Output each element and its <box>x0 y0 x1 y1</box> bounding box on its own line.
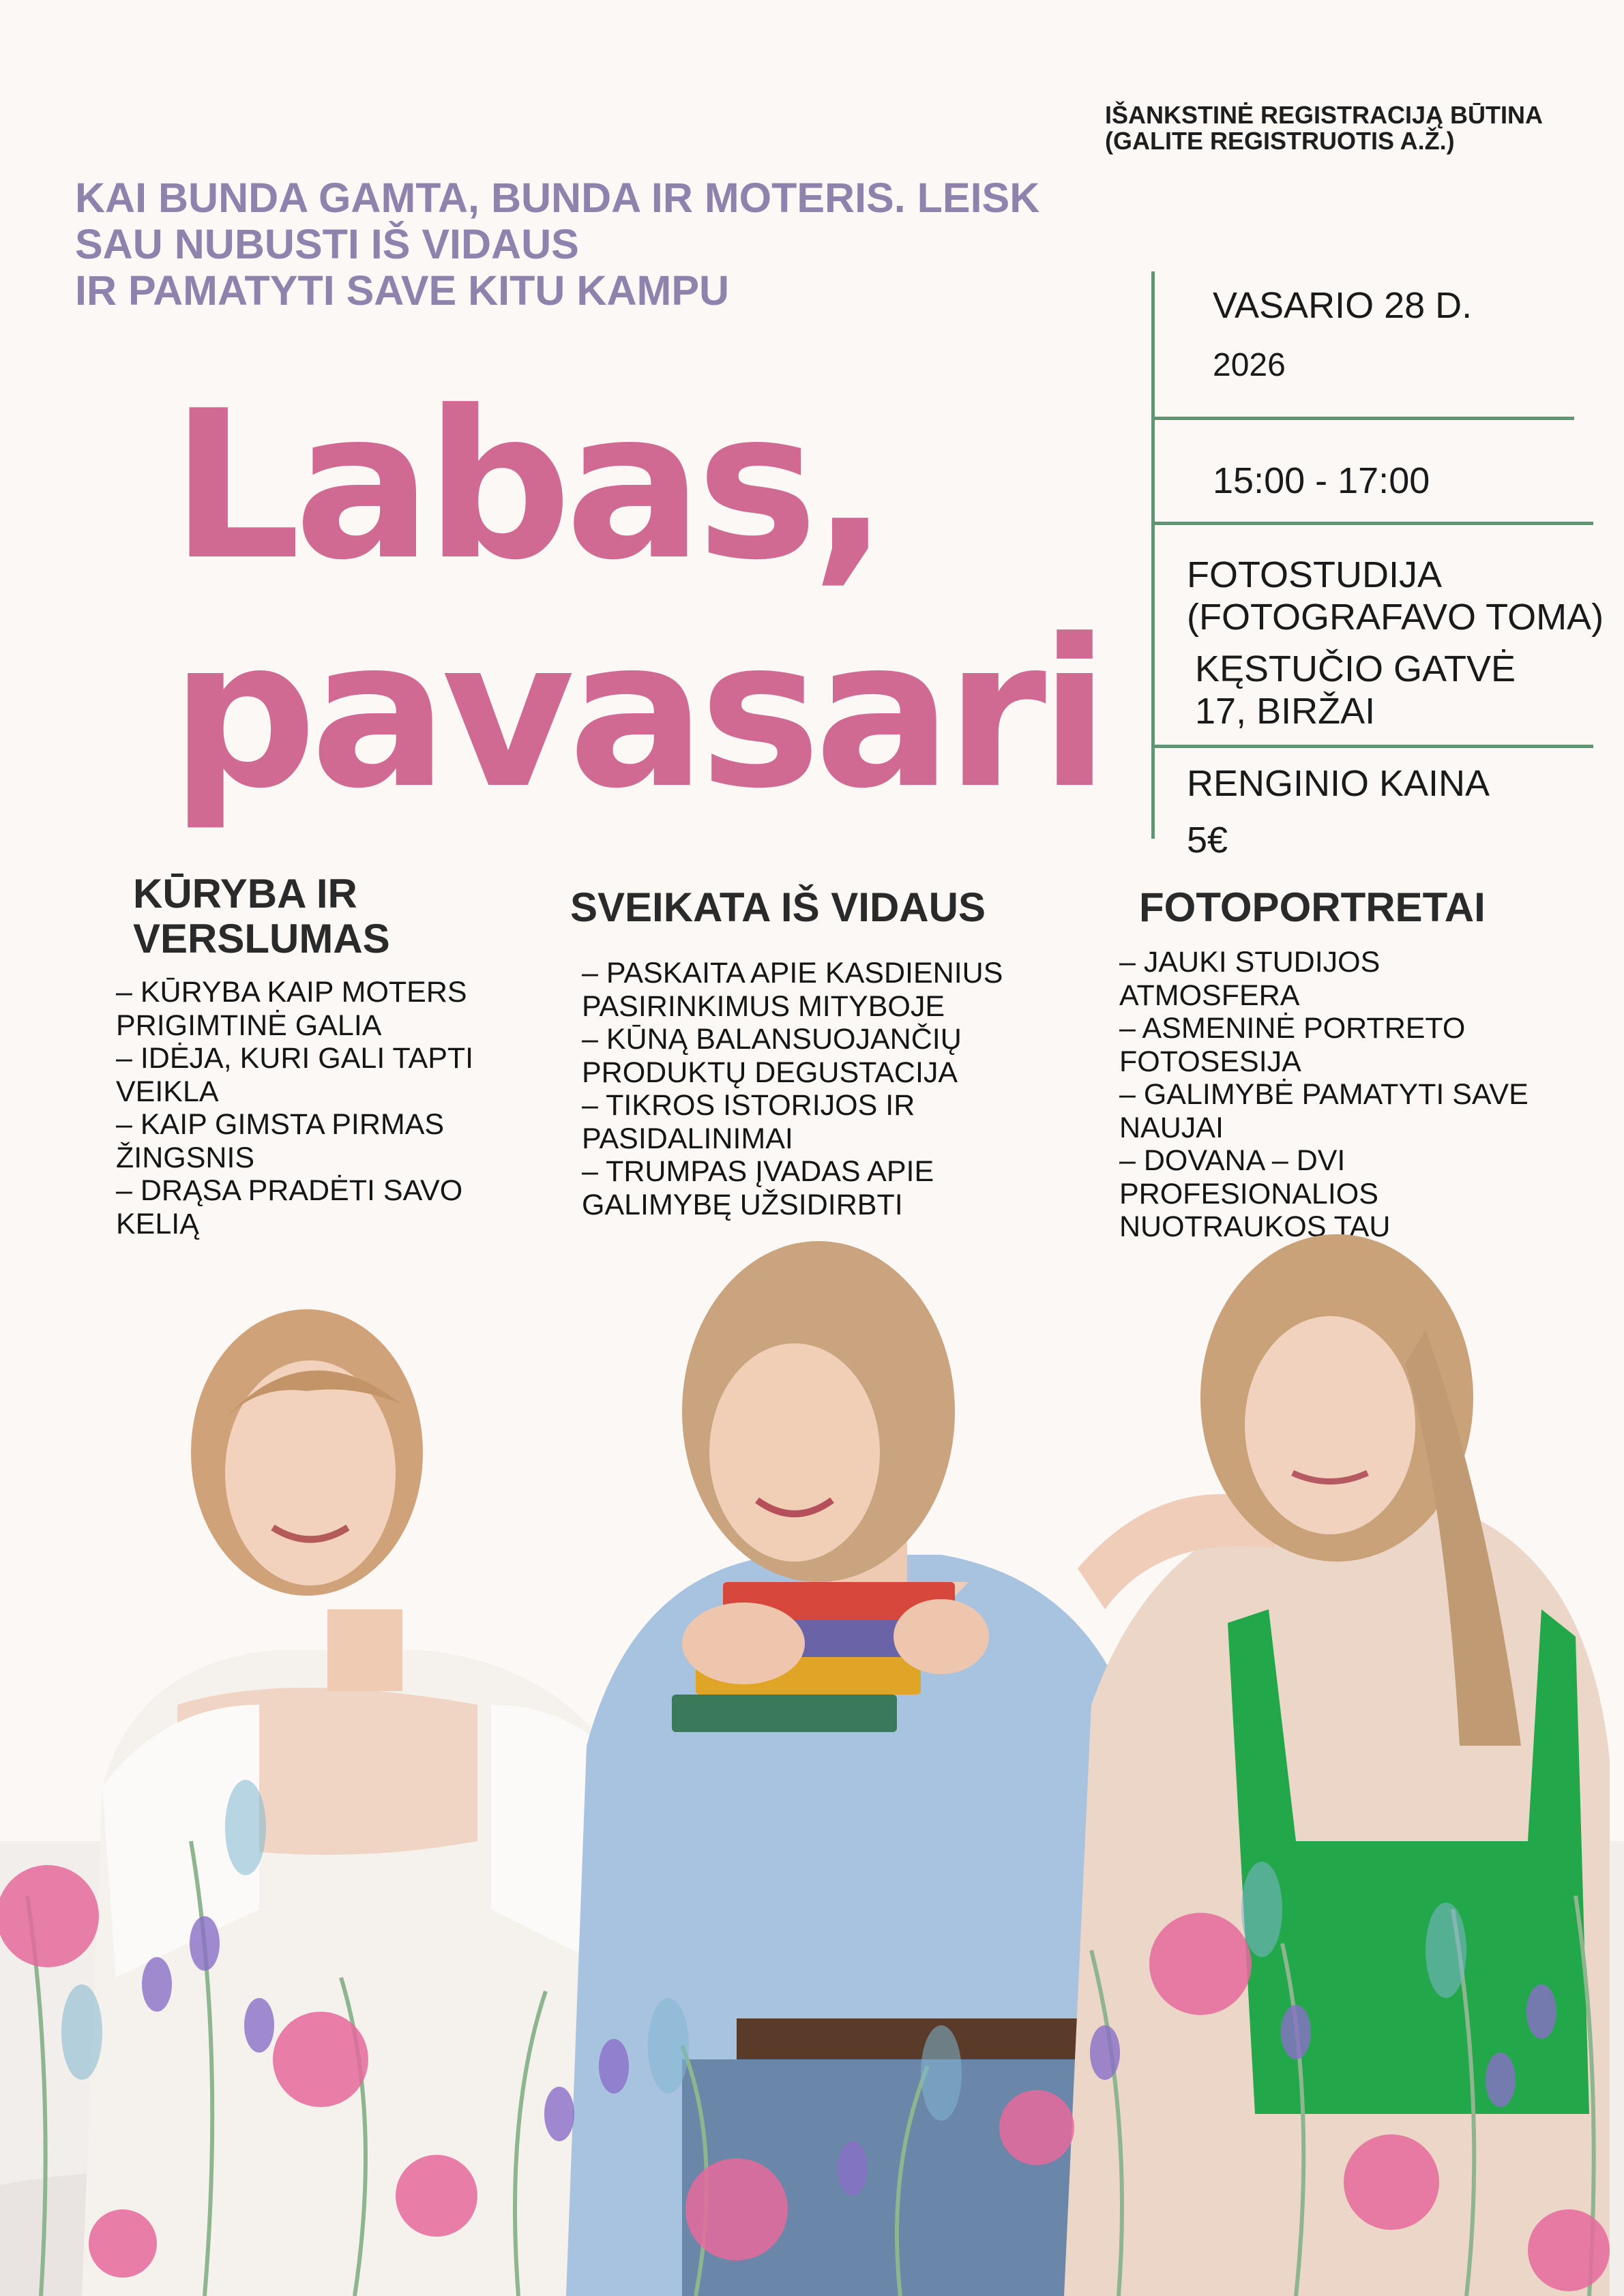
info-divider-2 <box>1151 522 1593 525</box>
list-item: – PASKAITA APIE KASDIENIUS PASIRINKIMUS MITYBOJE <box>582 957 1003 1023</box>
list-item: – DRĄSA PRADĖTI SAVO KELIĄ <box>116 1174 463 1240</box>
column-heading-portraits: FOTOPORTRETAI <box>1139 884 1486 930</box>
event-venue: FOTOSTUDIJA (FOTOGRAFAVO TOMA) <box>1187 554 1604 638</box>
info-divider-vertical <box>1151 271 1155 839</box>
column-heading-creativity: KŪRYBA IR VERSLUMAS <box>133 871 390 961</box>
registration-note: IŠANKSTINĖ REGISTRACIJĄ BŪTINA (GALITE REGISTRUOTIS A.Ž.) <box>1105 101 1544 155</box>
list-item: – DOVANA – DVI PROFESIONALIOS NUOTRAUKOS TAU <box>1119 1144 1391 1243</box>
column-list-portraits <box>1119 946 1569 1244</box>
list-item: – JAUKI STUDIJOS ATMOSFERA <box>1119 946 1381 1012</box>
list-item: – GALIMYBĖ PAMATYTI SAVE NAUJAI <box>1119 1078 1529 1144</box>
column-heading-health: SVEIKATA IŠ VIDAUS <box>570 884 986 930</box>
event-date: VASARIO 28 D. <box>1213 285 1473 326</box>
column-list-creativity <box>116 976 498 1240</box>
price-value: 5€ <box>1187 820 1228 861</box>
list-item: – TIKROS ISTORIJOS IR PASIDALINIMAI <box>582 1089 915 1155</box>
list-item: – TRUMPAS ĮVADAS APIE GALIMYBĘ UŽSIDIRBTI <box>582 1155 934 1221</box>
info-divider-1 <box>1151 417 1574 420</box>
column-list-health <box>582 957 1005 1221</box>
hosts-photo <box>0 1227 1624 2296</box>
price-label: RENGINIO KAINA <box>1187 763 1490 804</box>
poster-title: Labas, pavasari <box>171 367 1103 833</box>
event-time: 15:00 - 17:00 <box>1213 460 1430 501</box>
event-address: KĘSTUČIO GATVĖ 17, BIRŽAI <box>1195 648 1516 732</box>
event-year: 2026 <box>1213 347 1286 383</box>
list-item: – IDĖJA, KURI GALI TAPTI VEIKLA <box>116 1042 474 1108</box>
list-item: – ASMENINĖ PORTRETO FOTOSESIJA <box>1119 1012 1466 1078</box>
list-item: – KŪNĄ BALANSUOJANČIŲ PRODUKTŲ DEGUSTACIJA <box>582 1023 962 1089</box>
list-item: – KAIP GIMSTA PIRMAS ŽINGSNIS <box>116 1108 445 1174</box>
host-right-figure <box>1064 1234 1610 2296</box>
tagline: KAI BUNDA GAMTA, BUNDA IR MOTERIS. LEISK SAU NUBUSTI IŠ VIDAUS IR PAMATYTI SAVE KITU KAMPU <box>75 175 1040 314</box>
list-item: – KŪRYBA KAIP MOTERS PRIGIMTINĖ GALIA <box>116 976 467 1042</box>
info-divider-3 <box>1151 745 1593 748</box>
